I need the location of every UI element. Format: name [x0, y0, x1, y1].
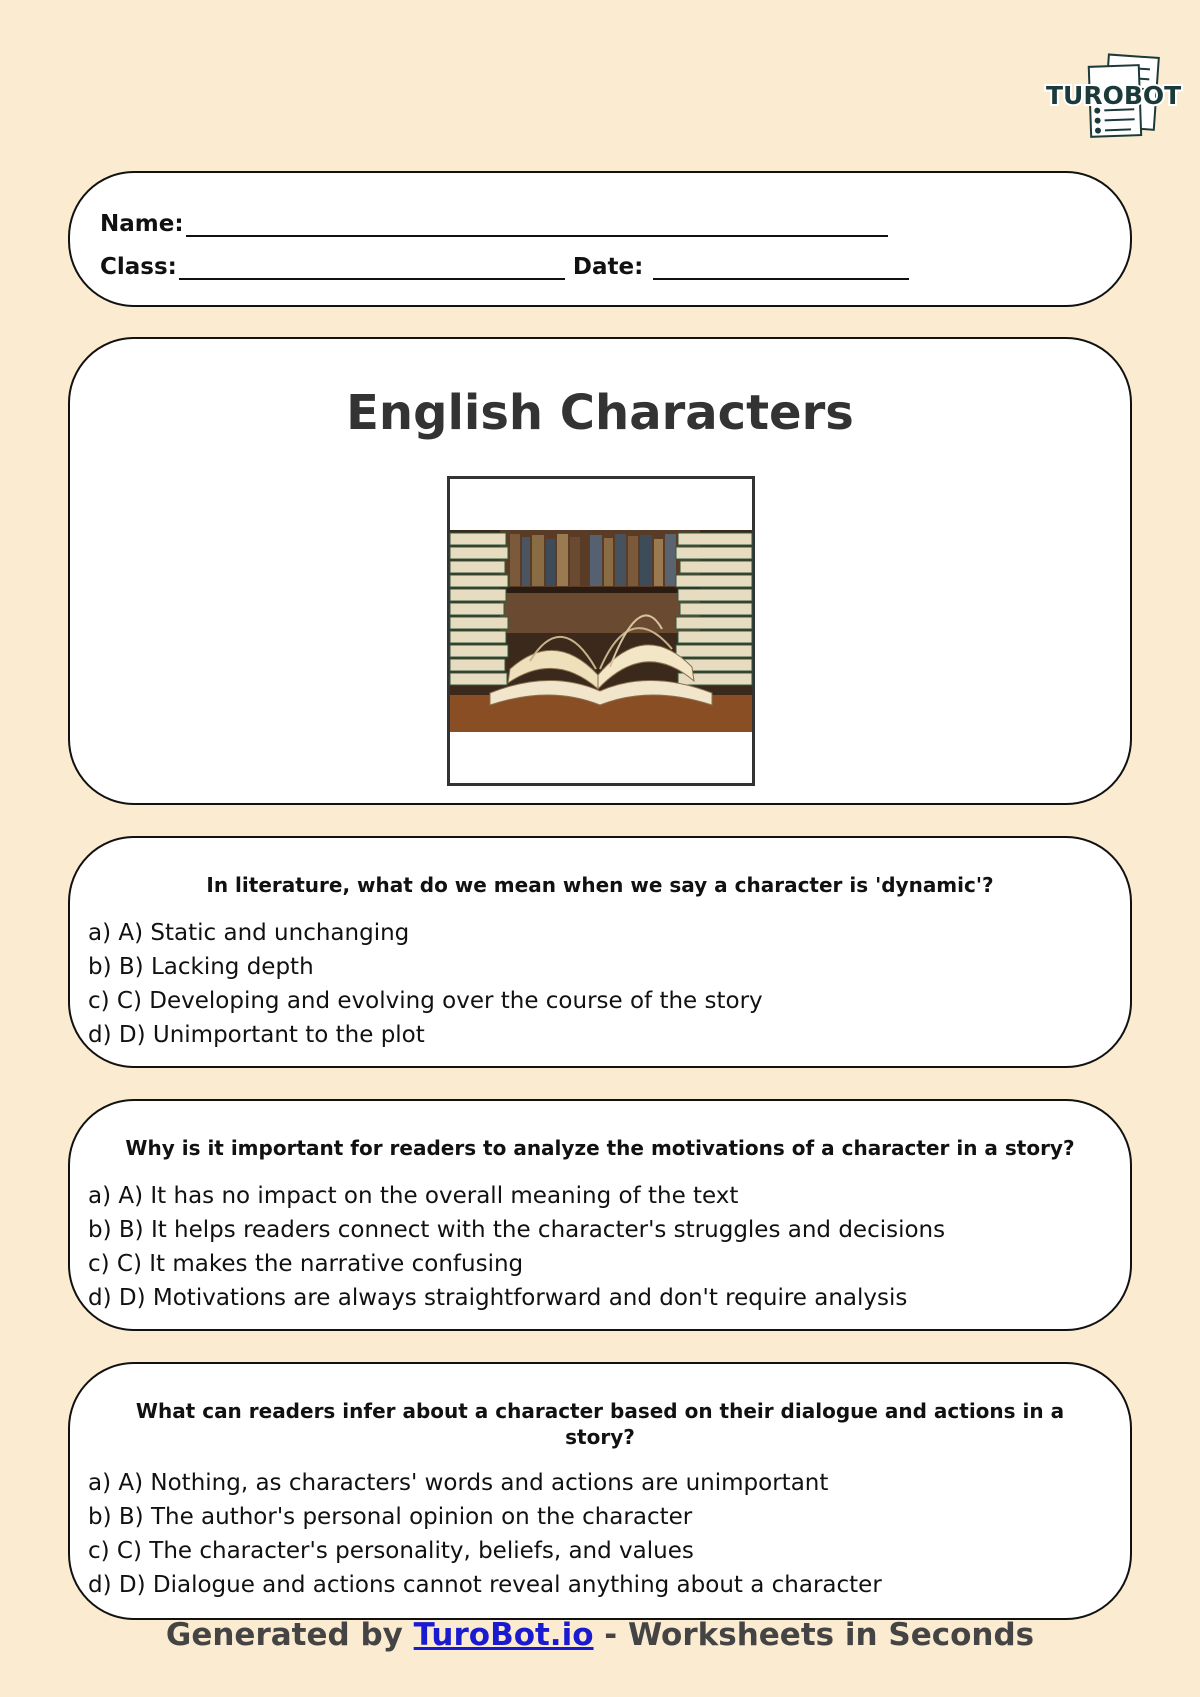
question-card-1 [68, 836, 1132, 1068]
turobot-link[interactable]: TuroBot.io [413, 1617, 594, 1653]
date-field[interactable] [653, 256, 909, 280]
worksheet-title: English Characters [346, 385, 854, 441]
name-label: Name: [100, 211, 184, 237]
option-b[interactable]: b) B) It helps readers connect with the character's struggles and decisions [88, 1217, 946, 1243]
class-date-row [100, 254, 909, 280]
footer [0, 1617, 1200, 1653]
option-a[interactable]: a) A) Static and unchanging [88, 920, 410, 946]
name-field[interactable] [186, 213, 888, 237]
option-d[interactable]: d) D) Motivations are always straightforward and don't require analysis [88, 1285, 908, 1311]
title-box [68, 337, 1132, 805]
options-list [88, 916, 1120, 1052]
class-label: Class: [100, 254, 177, 280]
name-row [100, 211, 888, 237]
footer-suffix: - Worksheets in Seconds [593, 1617, 1035, 1653]
option-b[interactable]: b) B) The author's personal opinion on the character [88, 1504, 693, 1530]
question-card-2 [68, 1099, 1132, 1331]
option-a[interactable]: a) A) Nothing, as characters' words and actions are unimportant [88, 1470, 829, 1496]
class-field[interactable] [179, 256, 565, 280]
question-text: In literature, what do we mean when we say a character is 'dynamic'? [206, 873, 994, 897]
footer-prefix: Generated by [165, 1617, 414, 1653]
date-label: Date: [572, 254, 644, 280]
option-d[interactable]: d) D) Dialogue and actions cannot reveal anything about a character [88, 1572, 882, 1598]
option-c[interactable]: c) C) The character's personality, beliefs, and values [88, 1538, 694, 1564]
turobot-logo [1044, 52, 1182, 138]
options-list [88, 1466, 1120, 1602]
option-d[interactable]: d) D) Unimportant to the plot [88, 1022, 425, 1048]
logo-text: TUROBOT [1046, 81, 1182, 110]
question-text: Why is it important for readers to analyze the motivations of a character in a story? [125, 1136, 1075, 1160]
option-b[interactable]: b) B) Lacking depth [88, 954, 314, 980]
option-c[interactable]: c) C) It makes the narrative confusing [88, 1251, 524, 1277]
student-info-box [68, 171, 1132, 307]
option-a[interactable]: a) A) It has no impact on the overall meaning of the text [88, 1183, 739, 1209]
question-card-3 [68, 1362, 1132, 1620]
books-photo [447, 476, 755, 786]
question-text: What can readers infer about a character based on their dialogue and actions in a story? [135, 1399, 1065, 1449]
option-c[interactable]: c) C) Developing and evolving over the course of the story [88, 988, 763, 1014]
options-list [88, 1179, 1120, 1315]
